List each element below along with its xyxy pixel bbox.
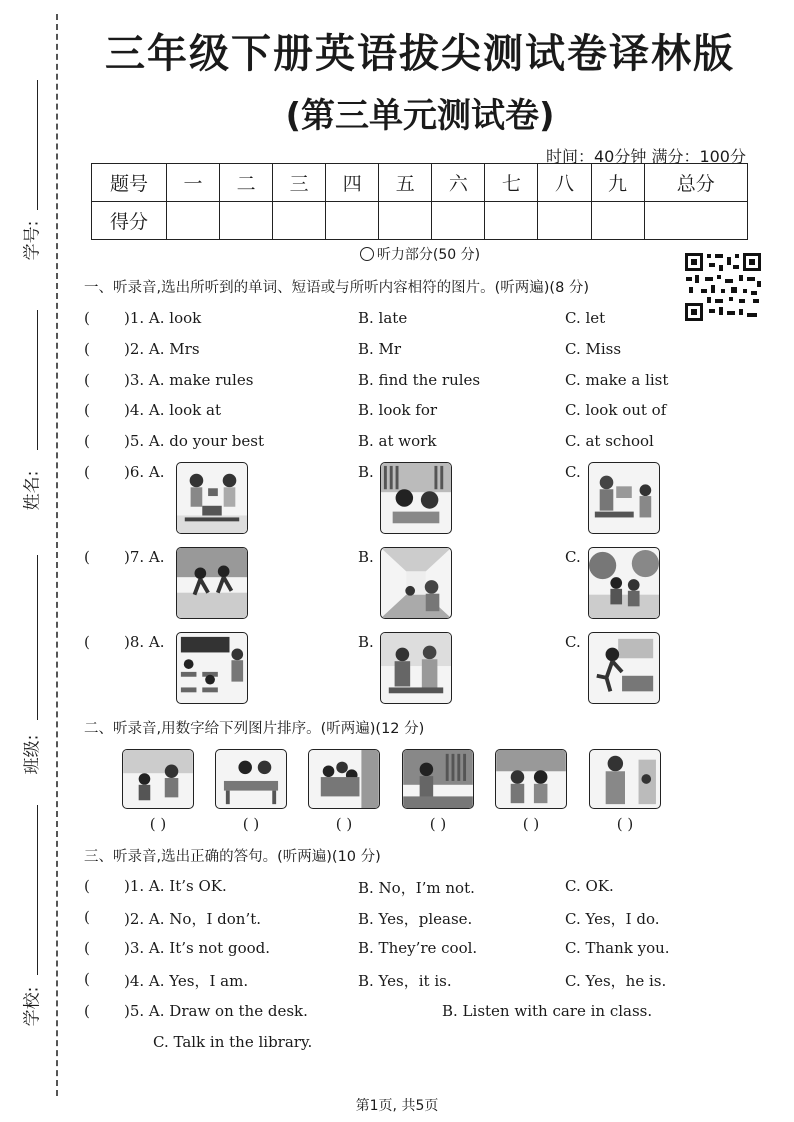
table-cell: 六 xyxy=(432,164,485,202)
qr-code-icon[interactable] xyxy=(683,251,763,323)
section3-item-4 xyxy=(84,970,684,992)
option-b: B. at work xyxy=(358,432,437,450)
sequence-blank[interactable]: ( ) xyxy=(335,815,353,833)
option-a: )5. A. Draw on the desk. xyxy=(124,1002,308,1020)
option-b: B. find the rules xyxy=(358,371,481,389)
option-a: )4. A. Yes，I am. xyxy=(124,972,249,990)
table-cell: 总分 xyxy=(644,164,747,202)
option-a: )1. A. It’s OK. xyxy=(124,877,227,895)
table-cell: 九 xyxy=(591,164,644,202)
table-cell: 三 xyxy=(273,164,326,202)
option-c: C. look out of xyxy=(565,401,667,419)
picture-8c-jumping[interactable] xyxy=(588,632,660,704)
class-label: 班级: xyxy=(22,734,43,775)
option-c: C. at school xyxy=(565,432,654,450)
option-c: C. Miss xyxy=(565,340,622,358)
section1-item-3 xyxy=(84,371,684,393)
option-c: C. Thank you. xyxy=(565,939,670,957)
score-cell[interactable] xyxy=(379,202,432,240)
picture-7c-park[interactable] xyxy=(588,547,660,619)
sequence-picture-5[interactable] xyxy=(495,749,567,809)
option-b: B. late xyxy=(358,309,408,327)
school-line xyxy=(37,805,38,975)
answer-paren[interactable]: ( xyxy=(84,908,90,926)
sequence-blank[interactable]: ( ) xyxy=(149,815,167,833)
option-b: B. xyxy=(358,548,374,566)
listening-header: 听力部分(50 分) xyxy=(60,244,780,264)
student-no-line xyxy=(37,80,38,210)
sequence-picture-2[interactable] xyxy=(215,749,287,809)
sequence-picture-1[interactable] xyxy=(122,749,194,809)
option-b: B. No，I’m not. xyxy=(358,879,475,897)
answer-paren[interactable]: ( xyxy=(84,371,90,389)
answer-paren[interactable]: ( xyxy=(84,309,90,327)
answer-paren[interactable]: ( xyxy=(84,340,90,358)
answer-paren[interactable]: ( xyxy=(84,1002,90,1020)
score-cell[interactable] xyxy=(220,202,273,240)
option-a: )1. A. look xyxy=(124,309,202,327)
picture-6b-reading-library[interactable] xyxy=(380,462,452,534)
score-cell[interactable] xyxy=(432,202,485,240)
option-a: )8. A. xyxy=(124,633,165,651)
headphone-icon xyxy=(360,247,374,261)
table-cell: 二 xyxy=(220,164,273,202)
section2-heading: 二、听录音,用数字给下列图片排序。(听两遍)(12 分) xyxy=(84,721,425,737)
option-a: )3. A. make rules xyxy=(124,371,254,389)
section3-item-1 xyxy=(84,877,684,899)
binding-dashed-line xyxy=(56,14,58,1096)
answer-paren[interactable]: ( xyxy=(84,970,90,988)
option-b: B. look for xyxy=(358,401,438,419)
option-c: C. let xyxy=(565,309,606,327)
option-b: B. Mr xyxy=(358,340,402,358)
option-c: C. xyxy=(565,548,581,566)
option-a: )2. A. No，I don’t. xyxy=(124,910,262,928)
table-cell: 题号 xyxy=(92,164,167,202)
option-b: B. Yes，it is. xyxy=(358,972,452,990)
table-cell: 七 xyxy=(485,164,538,202)
sequence-blank[interactable]: ( ) xyxy=(429,815,447,833)
answer-paren[interactable]: ( xyxy=(84,939,90,957)
section1-heading: 一、听录音,选出所听到的单词、短语或与所听内容相符的图片。(听两遍)(8 分) xyxy=(84,280,590,296)
option-c: C. xyxy=(565,463,581,481)
score-table-score-row xyxy=(92,202,748,240)
section3-item-5-continued xyxy=(153,1033,753,1055)
section1-item-5 xyxy=(84,432,684,454)
picture-7b-corridor[interactable] xyxy=(380,547,452,619)
section3-item-3 xyxy=(84,939,684,961)
section3-item-2 xyxy=(84,908,684,930)
option-c: C. Talk in the library. xyxy=(153,1033,313,1051)
option-c: C. make a list xyxy=(565,371,669,389)
answer-paren[interactable]: ( xyxy=(84,463,90,481)
option-a: )3. A. It’s not good. xyxy=(124,939,271,957)
score-table-header-row xyxy=(92,164,748,202)
score-table xyxy=(91,163,748,240)
answer-paren[interactable]: ( xyxy=(84,877,90,895)
class-line xyxy=(37,555,38,720)
page-title: 三年级下册英语拔尖测试卷译林版 xyxy=(105,31,735,77)
answer-paren[interactable]: ( xyxy=(84,633,90,651)
option-a: )7. A. xyxy=(124,548,165,566)
option-b: B. They’re cool. xyxy=(358,939,478,957)
student-no-label: 学号: xyxy=(22,220,43,261)
picture-8a-classroom[interactable] xyxy=(176,632,248,704)
section3-heading: 三、听录音,选出正确的答句。(听两遍)(10 分) xyxy=(84,849,381,865)
section3-item-5 xyxy=(84,1002,684,1024)
name-line xyxy=(37,310,38,450)
sequence-picture-3[interactable] xyxy=(308,749,380,809)
answer-paren[interactable]: ( xyxy=(84,401,90,419)
section1-item-4 xyxy=(84,401,684,423)
table-cell: 一 xyxy=(167,164,220,202)
score-cell[interactable] xyxy=(273,202,326,240)
option-c: C. Yes，he is. xyxy=(565,972,667,990)
time-info: 时间：40分钟 满分：100分 xyxy=(546,147,746,166)
option-a: )5. A. do your best xyxy=(124,432,265,450)
option-b: B. Listen with care in class. xyxy=(442,1002,653,1020)
sequence-blank[interactable]: ( ) xyxy=(522,815,540,833)
score-cell[interactable] xyxy=(167,202,220,240)
score-cell[interactable] xyxy=(326,202,379,240)
option-c: C. xyxy=(565,633,581,651)
score-cell[interactable] xyxy=(591,202,644,240)
score-cell[interactable] xyxy=(485,202,538,240)
sequence-picture-4[interactable] xyxy=(402,749,474,809)
table-cell: 五 xyxy=(379,164,432,202)
picture-6c-computer[interactable] xyxy=(588,462,660,534)
picture-7a-running[interactable] xyxy=(176,547,248,619)
table-cell: 得分 xyxy=(92,202,167,240)
score-cell[interactable] xyxy=(644,202,747,240)
option-b: B. xyxy=(358,633,374,651)
option-b: B. xyxy=(358,463,374,481)
option-c: C. Yes，I do. xyxy=(565,910,660,928)
score-cell[interactable] xyxy=(538,202,591,240)
table-cell: 四 xyxy=(326,164,379,202)
table-cell: 八 xyxy=(538,164,591,202)
answer-paren[interactable]: ( xyxy=(84,432,90,450)
answer-paren[interactable]: ( xyxy=(84,548,90,566)
page-subtitle: (第三单元测试卷) xyxy=(285,96,555,136)
option-a: )2. A. Mrs xyxy=(124,340,200,358)
option-b: B. Yes，please. xyxy=(358,910,473,928)
page-footer: 第1页, 共5页 xyxy=(355,1098,439,1114)
name-label: 姓名: xyxy=(22,470,43,511)
school-label: 学校: xyxy=(22,986,43,1027)
picture-6a-gift-cake[interactable] xyxy=(176,462,248,534)
option-a: )4. A. look at xyxy=(124,401,221,419)
picture-8b-doctor[interactable] xyxy=(380,632,452,704)
sequence-blank[interactable]: ( ) xyxy=(242,815,260,833)
option-a: )6. A. xyxy=(124,463,165,481)
section1-item-2 xyxy=(84,340,684,362)
sequence-blank[interactable]: ( ) xyxy=(616,815,634,833)
section1-item-1 xyxy=(84,309,684,331)
sequence-picture-6[interactable] xyxy=(589,749,661,809)
option-c: C. OK. xyxy=(565,877,614,895)
